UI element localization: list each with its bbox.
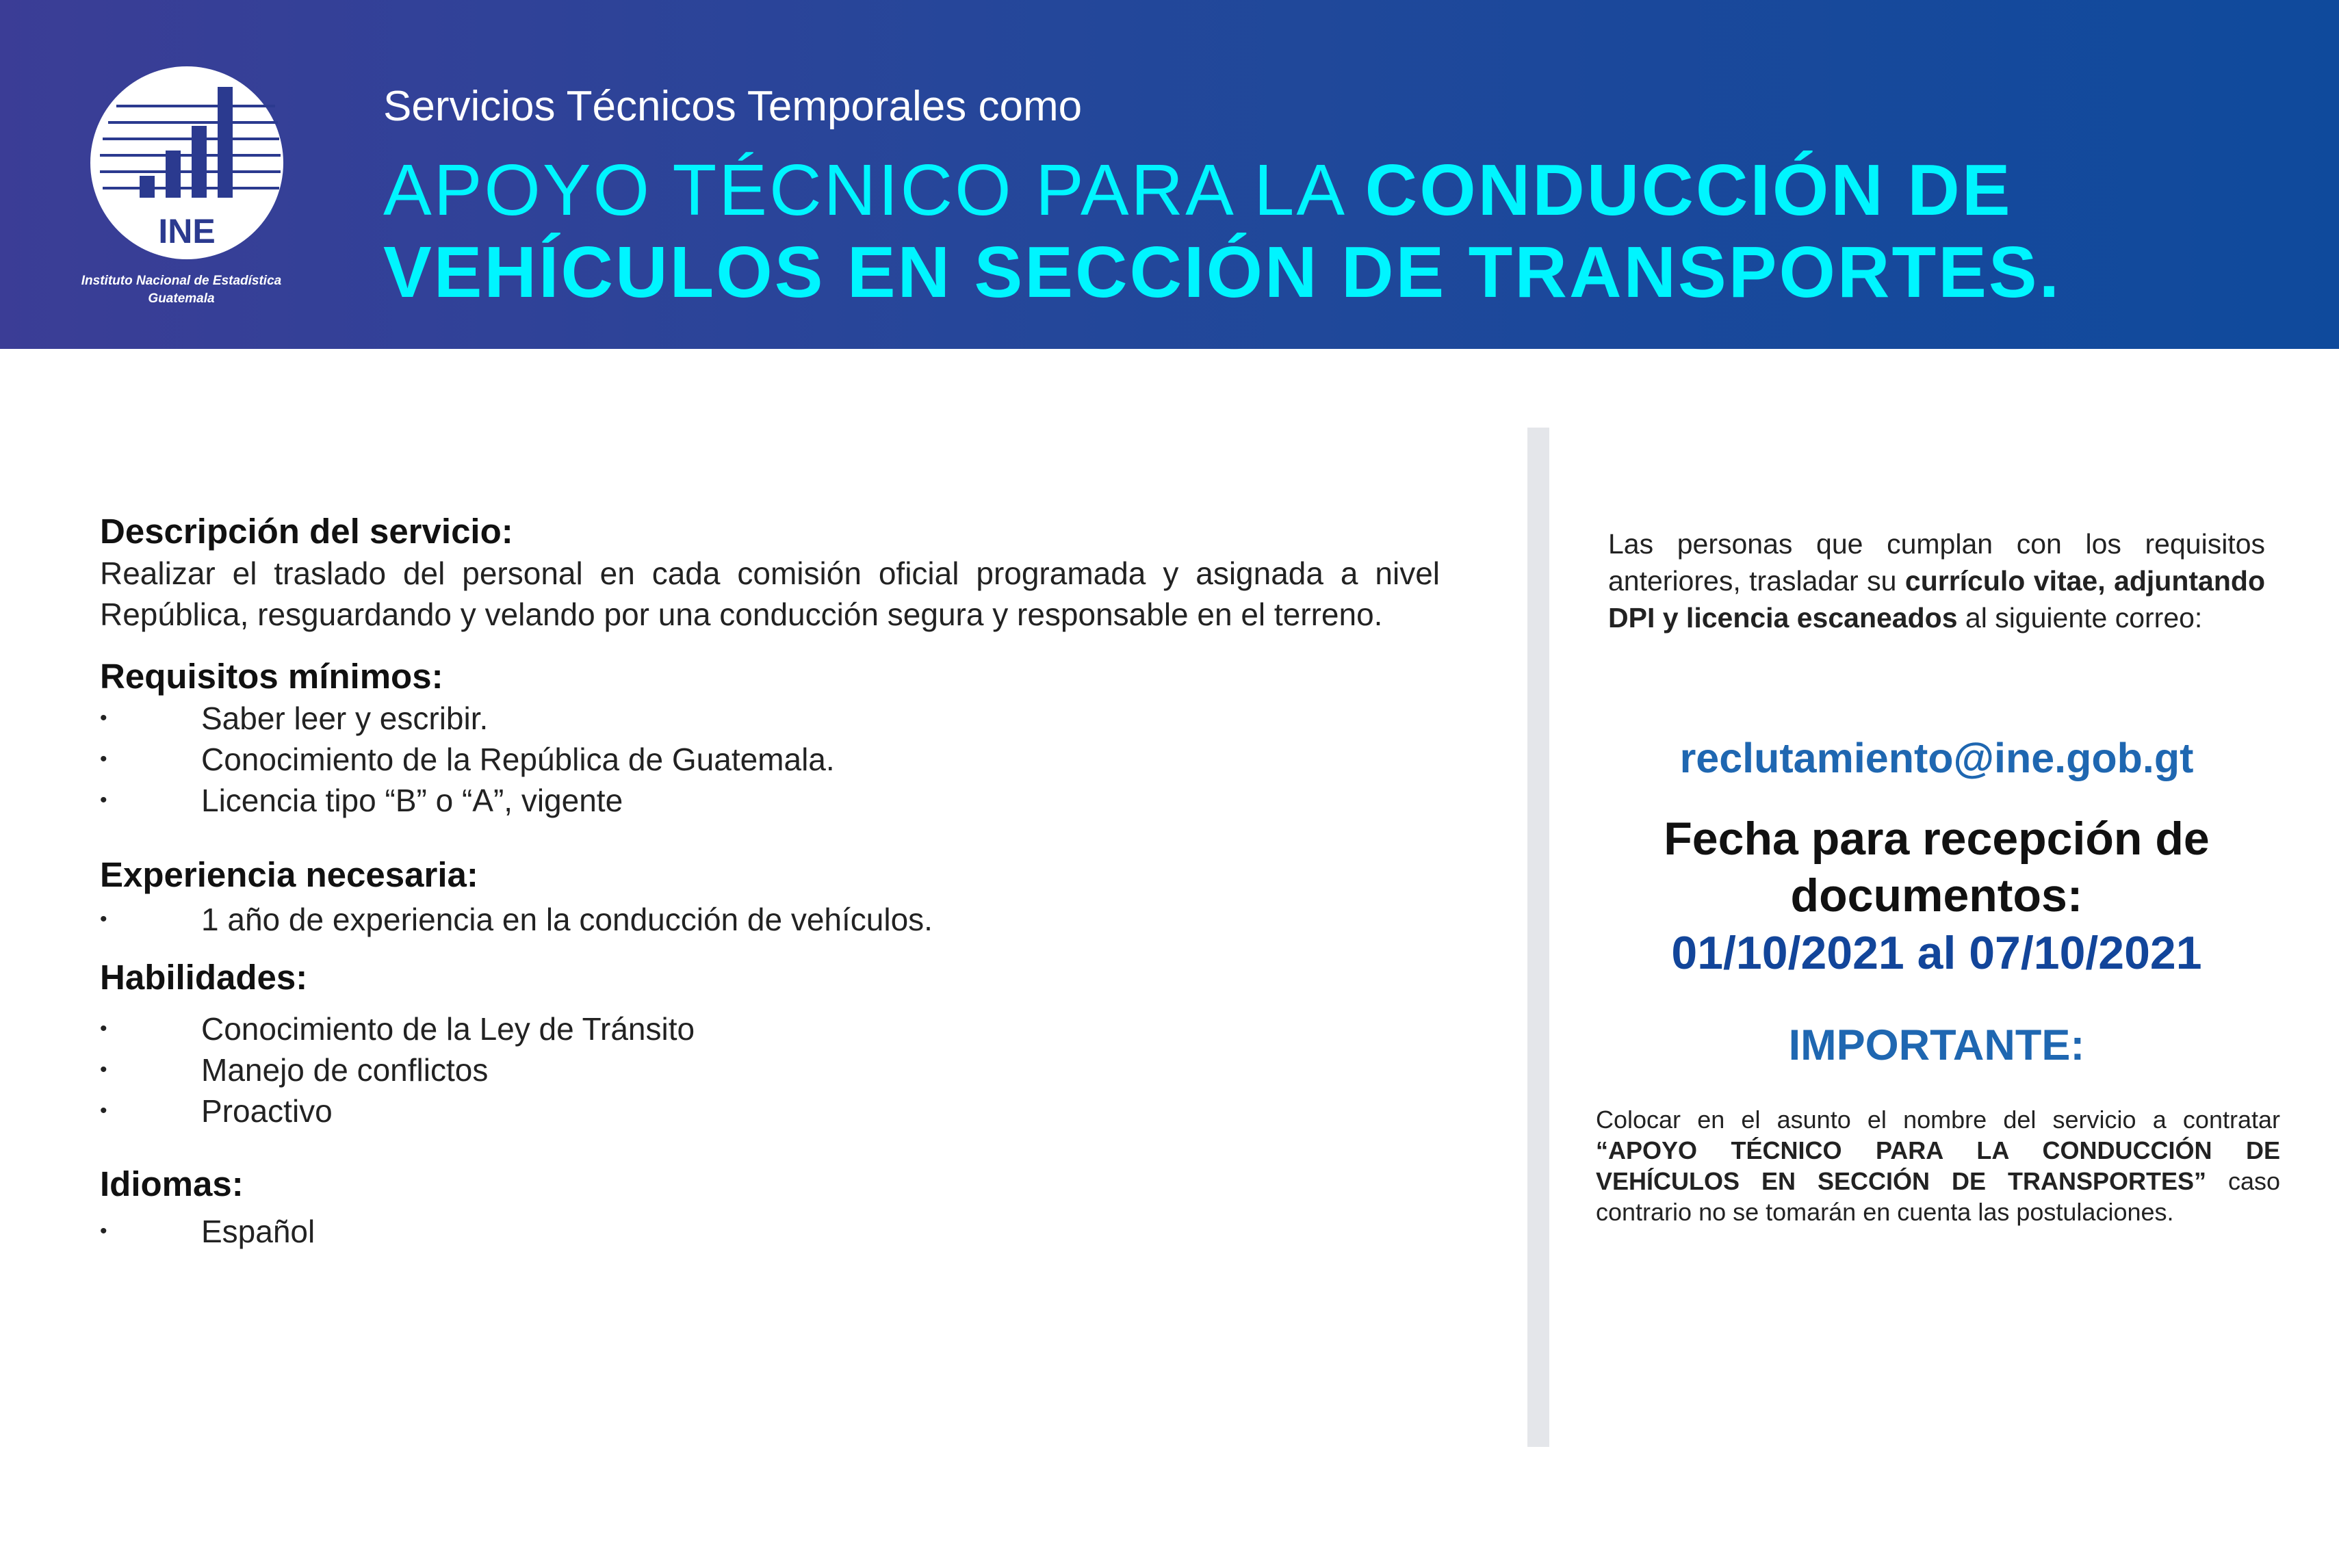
bar-chart-logo-icon — [90, 66, 283, 259]
list-item: • Saber leer y escribir. — [100, 698, 1440, 739]
header-subtitle: Servicios Técnicos Temporales como — [383, 83, 1083, 130]
list-item: • Conocimiento de la Ley de Tránsito — [100, 1008, 1440, 1049]
contact-email: reclutamiento@ine.gob.gt — [1679, 735, 2194, 781]
ine-logo — [90, 66, 283, 259]
list-item: • 1 año de experiencia en la conducción de vehículos. — [100, 899, 1440, 940]
reception-date-label: Fecha para recepción de documentos: — [1664, 813, 2210, 922]
left-column — [100, 510, 1440, 1252]
reception-date-range: 01/10/2021 al 07/10/2021 — [1671, 927, 2202, 979]
idiomas-heading: Idiomas: — [100, 1164, 244, 1203]
logo-acronym: INE — [158, 212, 216, 250]
habilidades-heading: Habilidades: — [100, 958, 308, 997]
title-bold-part-1: CONDUCCIÓN DE — [1365, 150, 2013, 231]
idiomas-list — [100, 1211, 1440, 1252]
descripcion-text: Realizar el traslado del personal en cada comisión oficial programada y asignada a nivel República, resguardando y velando por una conducción segura y responsable en el terreno. — [100, 556, 1440, 632]
descripcion-heading: Descripción del servicio: — [100, 512, 513, 551]
requisitos-list — [100, 698, 1440, 821]
instructions-bold-text: currículo vitae, adjuntando DPI y licencia escaneados — [1608, 565, 2265, 633]
logo-name-line2: Guatemala — [148, 291, 215, 306]
note-text-2: caso contrario no se tomarán en cuenta las postulaciones. — [1596, 1167, 2281, 1226]
list-item: • Español — [100, 1211, 1440, 1252]
habilidades-list — [100, 1008, 1440, 1132]
header-banner — [0, 0, 2339, 349]
header-title — [383, 149, 2061, 313]
application-instructions — [1608, 525, 2265, 636]
important-heading: IMPORTANTE: — [1788, 1021, 2085, 1069]
important-note — [1596, 1104, 2280, 1227]
logo-institution-name — [55, 272, 308, 308]
list-item: • Manejo de conflictos — [100, 1049, 1440, 1090]
column-divider — [1527, 428, 1549, 1447]
title-bold-part-2: VEHÍCULOS EN SECCIÓN DE TRANSPORTES. — [383, 232, 2062, 313]
instructions-text-2: al siguiente correo: — [1957, 602, 2203, 633]
requisitos-heading: Requisitos mínimos: — [100, 657, 443, 696]
instructions-text-1: Las personas que cumplan con los requisitos anteriores, trasladar su — [1608, 528, 2265, 597]
experiencia-list — [100, 899, 1440, 940]
list-item: • Conocimiento de la República de Guatemala. — [100, 739, 1440, 780]
note-bold-text: “APOYO TÉCNICO PARA LA CONDUCCIÓN DE VEHÍCULOS EN SECCIÓN DE TRANSPORTES” — [1596, 1136, 2280, 1195]
experiencia-heading: Experiencia necesaria: — [100, 855, 478, 894]
title-light-part: APOYO TÉCNICO PARA LA — [383, 150, 1365, 231]
list-item: • Proactivo — [100, 1090, 1440, 1132]
note-text-1: Colocar en el asunto el nombre del servicio a contratar — [1596, 1106, 2280, 1134]
list-item: • Licencia tipo “B” o “A”, vigente — [100, 780, 1440, 821]
logo-name-line1: Instituto Nacional de Estadística — [81, 274, 282, 288]
